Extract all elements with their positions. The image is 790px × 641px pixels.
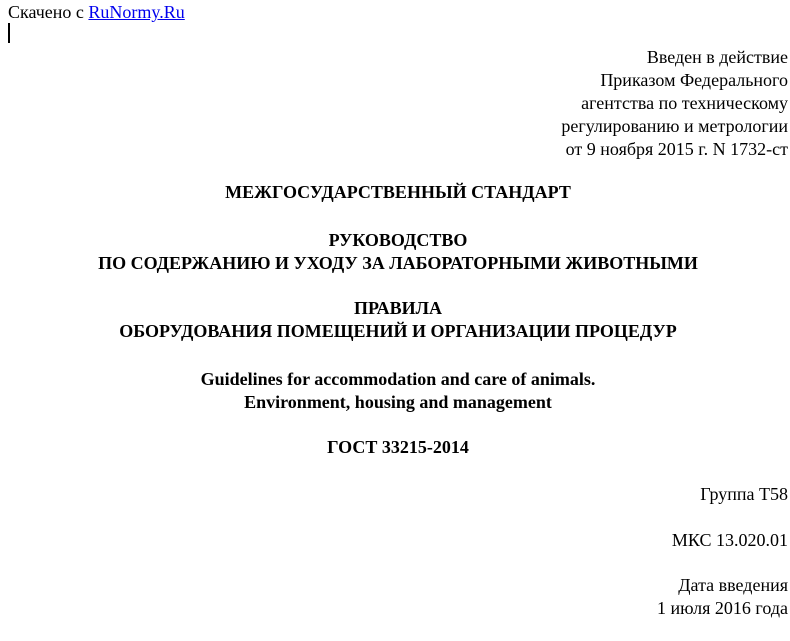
document-subtitle: [0, 297, 790, 343]
introduction-line: от 9 ноября 2015 г. N 1732-ст: [565, 139, 788, 159]
text-cursor: [8, 23, 10, 43]
source-notice: [8, 1, 185, 23]
introduction-line: Введен в действие: [646, 47, 788, 67]
source-link[interactable]: RuNormy.Ru: [88, 2, 185, 22]
subtitle-line: ОБОРУДОВАНИЯ ПОМЕЩЕНИЙ И ОРГАНИЗАЦИИ ПРОЦЕДУР: [119, 321, 677, 341]
effective-date-label: Дата введения: [678, 575, 788, 595]
standard-type-text: МЕЖГОСУДАРСТВЕННЫЙ СТАНДАРТ: [225, 182, 571, 202]
standard-type: [0, 181, 790, 204]
effective-date: [657, 574, 788, 620]
english-title-line: Environment, housing and management: [244, 392, 552, 412]
classification-group: Группа Т58: [700, 484, 788, 504]
gost-number: [0, 436, 790, 459]
english-title-line: Guidelines for accommodation and care of animals.: [200, 369, 596, 389]
introduction-order: [368, 46, 788, 161]
gost-number-text: ГОСТ 33215-2014: [327, 437, 469, 457]
effective-date-value: 1 июля 2016 года: [657, 598, 788, 618]
mks-code: МКС 13.020.01: [671, 530, 788, 550]
document-title: [0, 229, 790, 275]
subtitle-line: ПРАВИЛА: [353, 298, 443, 318]
introduction-line: агентства по техническому: [581, 93, 788, 113]
title-line: ПО СОДЕРЖАНИЮ И УХОДУ ЗА ЛАБОРАТОРНЫМИ ЖИВОТНЫМИ: [98, 253, 698, 273]
title-line: РУКОВОДСТВО: [328, 230, 468, 250]
introduction-line: регулированию и метрологии: [561, 116, 788, 136]
english-title: [0, 368, 790, 414]
source-prefix: Скачено с: [8, 2, 84, 22]
introduction-line: Приказом Федерального: [600, 70, 788, 90]
